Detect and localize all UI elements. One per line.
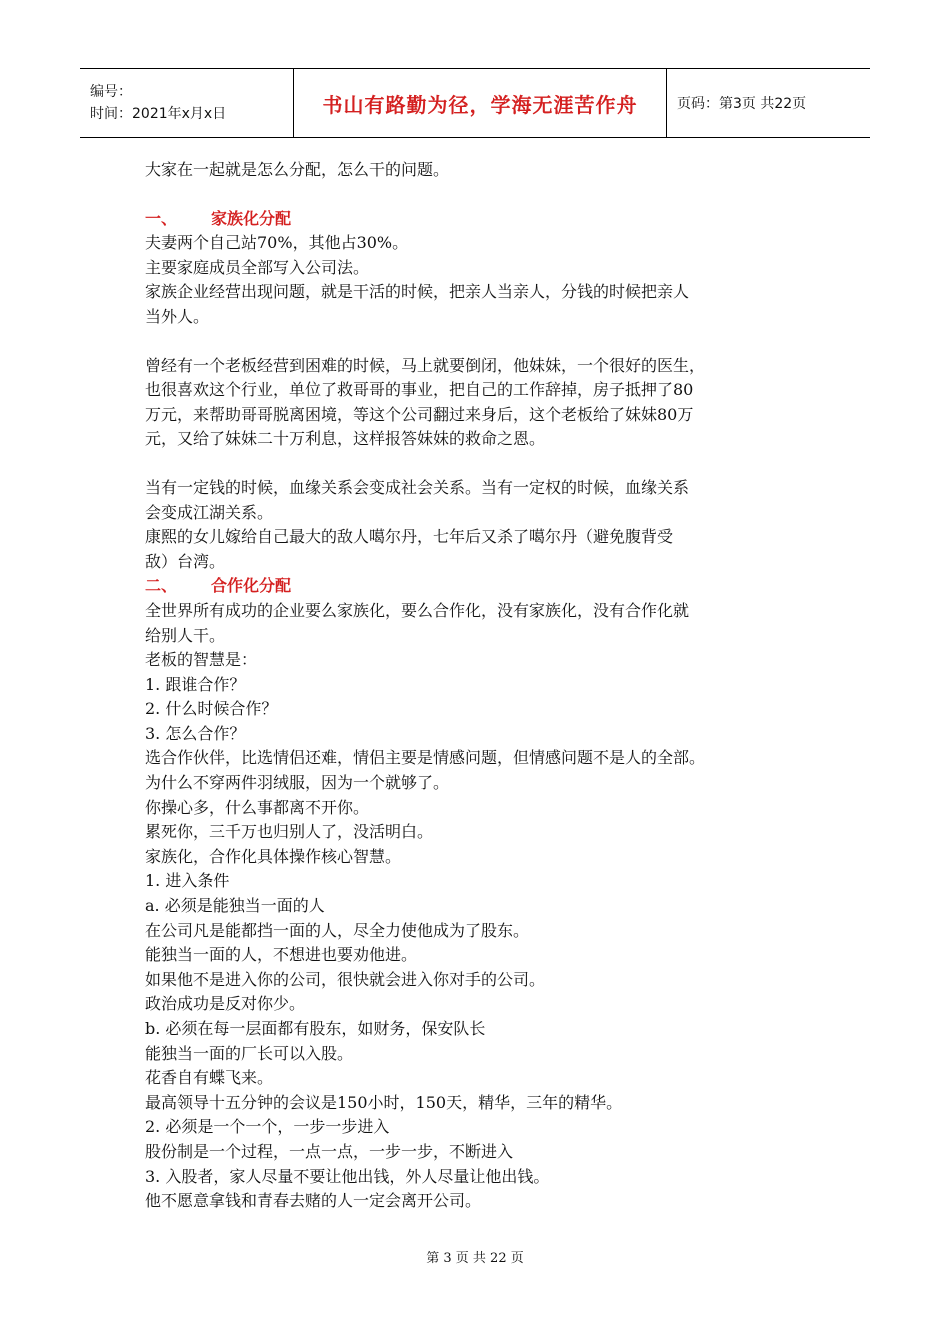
text-line: 当外人。 bbox=[145, 306, 210, 326]
text-line: 给别人干。 bbox=[145, 625, 226, 645]
text-line: 股份制是一个过程，一点一点，一步一步，不断进入 bbox=[145, 1141, 514, 1161]
text-line: 能独当一面的人，不想进也要劝他进。 bbox=[145, 945, 418, 965]
text-line: 能独当一面的厂长可以入股。 bbox=[145, 1043, 354, 1063]
text-line: 如果他不是进入你的公司，很快就会进入你对手的公司。 bbox=[145, 969, 546, 989]
text-line: 最高领导十五分钟的会议是150小时，150天，精华，三年的精华。 bbox=[145, 1092, 623, 1112]
text-line: 元，又给了妹妹二十万利息，这样报答妹妹的救命之恩。 bbox=[145, 429, 546, 449]
header-left-cell bbox=[80, 69, 293, 137]
text-line: a. 必须是能独当一面的人 bbox=[145, 896, 325, 916]
page-info: 页码：第3页 共22页 bbox=[677, 96, 807, 112]
text-line: 康熙的女儿嫁给自己最大的敌人噶尔丹，七年后又杀了噶尔丹（避免腹背受 bbox=[145, 527, 674, 547]
section-1-block-a bbox=[145, 231, 810, 329]
text-line: 会变成江湖关系。 bbox=[145, 502, 274, 522]
section-1-number: 一、 bbox=[145, 208, 178, 228]
page-footer: 第 3 页 共 22 页 bbox=[426, 1251, 524, 1266]
intro-paragraph: 大家在一起就是怎么分配，怎么干的问题。 bbox=[145, 160, 450, 179]
text-line: 夫妻两个自己站70%，其他占30%。 bbox=[145, 233, 409, 253]
text-line: 老板的智慧是： bbox=[145, 650, 258, 670]
text-line: 3. 怎么合作？ bbox=[145, 723, 246, 743]
time-label: 时间：2021年x月x日 bbox=[90, 106, 227, 122]
text-line: 选合作伙伴，比选情侣还难，情侣主要是情感问题，但情感问题不是人的全部。 bbox=[145, 748, 706, 768]
number-label: 编号： bbox=[90, 84, 132, 100]
header-page-cell bbox=[667, 69, 870, 137]
text-line: 在公司凡是能都挡一面的人，尽全力使他成为了股东。 bbox=[145, 920, 530, 940]
text-line: 你操心多，什么事都离不开你。 bbox=[145, 797, 370, 817]
text-line: 3. 入股者，家人尽量不要让他出钱，外人尽量让他出钱。 bbox=[145, 1166, 550, 1186]
text-line: 花香自有蝶飞来。 bbox=[145, 1068, 274, 1088]
section-1-title: 家族化分配 bbox=[211, 208, 292, 228]
header-table bbox=[80, 68, 870, 138]
section-1-heading bbox=[145, 207, 810, 232]
text-line: 也很喜欢这个行业，单位了救哥哥的事业，把自己的工作辞掉，房子抵押了80 bbox=[145, 380, 694, 400]
text-line: 为什么不穿两件羽绒服，因为一个就够了。 bbox=[145, 773, 450, 793]
text-line: 敌）台湾。 bbox=[145, 551, 226, 571]
header-motto-cell bbox=[293, 69, 667, 137]
section-2-number: 二、 bbox=[145, 576, 178, 596]
text-line: 1. 跟谁合作？ bbox=[145, 674, 246, 694]
text-line: 2. 必须是一个一个，一步一步进入 bbox=[145, 1117, 390, 1137]
text-line: 曾经有一个老板经营到困难的时候，马上就要倒闭，他妹妹，一个很好的医生， bbox=[145, 355, 706, 375]
document-body bbox=[145, 158, 810, 1214]
text-line: 1. 进入条件 bbox=[145, 871, 230, 891]
text-line: 全世界所有成功的企业要么家族化，要么合作化，没有家族化，没有合作化就 bbox=[145, 600, 690, 620]
text-line: 家族企业经营出现问题，就是干活的时候，把亲人当亲人，分钱的时候把亲人 bbox=[145, 282, 690, 302]
section-2-title: 合作化分配 bbox=[211, 576, 292, 596]
text-line: 主要家庭成员全部写入公司法。 bbox=[145, 257, 370, 277]
text-line: 累死你，三千万也归别人了，没活明白。 bbox=[145, 822, 434, 842]
text-line: 政治成功是反对你少。 bbox=[145, 994, 306, 1014]
text-line: b. 必须在每一层面都有股东，如财务，保安队长 bbox=[145, 1019, 486, 1038]
text-line: 家族化，合作化具体操作核心智慧。 bbox=[145, 846, 402, 866]
section-1-block-c bbox=[145, 476, 810, 574]
text-line: 当有一定钱的时候，血缘关系会变成社会关系。当有一定权的时候，血缘关系 bbox=[145, 477, 690, 497]
text-line: 2. 什么时候合作？ bbox=[145, 699, 278, 719]
motto-text: 书山有路勤为径，学海无涯苦作舟 bbox=[322, 92, 638, 117]
section-1-block-b bbox=[145, 354, 810, 452]
section-2-heading bbox=[145, 574, 810, 599]
section-2-block bbox=[145, 599, 810, 1214]
text-line: 万元，来帮助哥哥脱离困境，等这个公司翻过来身后，这个老板给了妹妹80万 bbox=[145, 404, 694, 424]
text-line: 他不愿意拿钱和青春去赌的人一定会离开公司。 bbox=[145, 1191, 482, 1211]
